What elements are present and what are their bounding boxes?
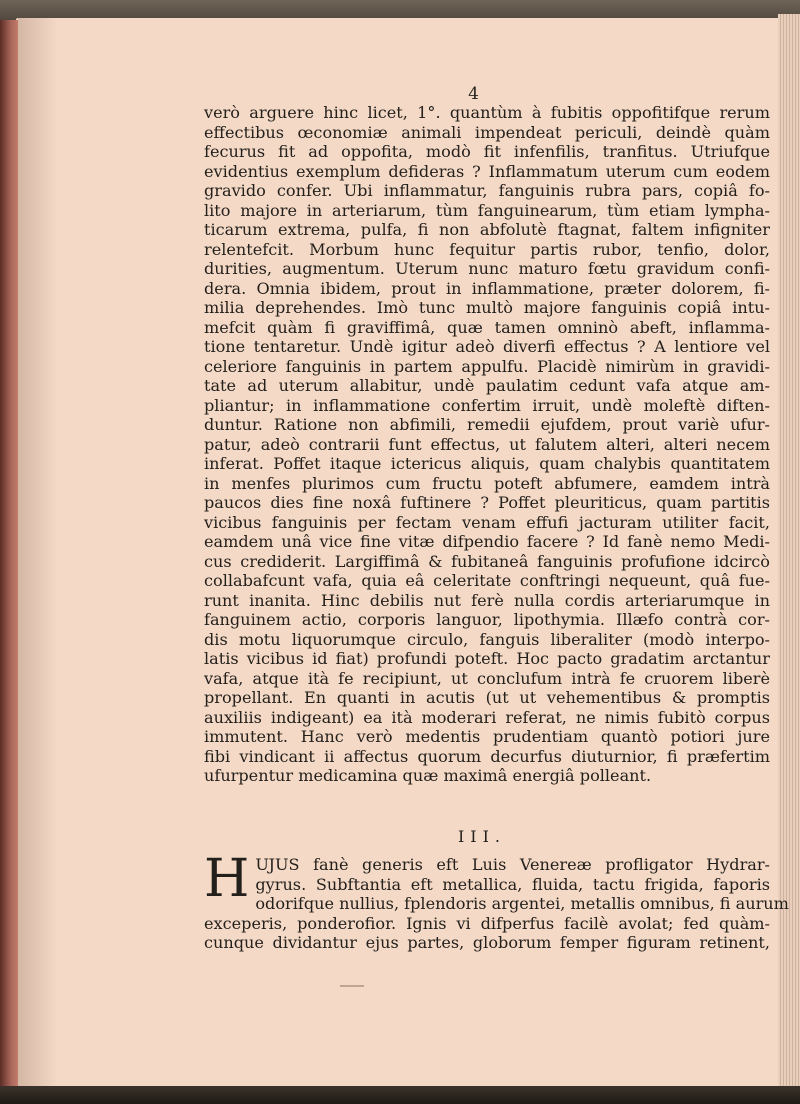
section-paragraph [204, 849, 789, 953]
gutter-shadow [18, 18, 58, 1088]
section-text-line: gyrus. Subftantia eft metallica, fluida, tactu frigida, faporis [255, 874, 770, 894]
text-line: verò arguere hinc licet, 1°. quantùm à fubitis oppofitifque rerum [204, 103, 770, 122]
section-text-line: odorifque nullius, fplendoris argentei, metallis omnibus, fi aurum [255, 894, 789, 913]
text-line: ticarum extrema, pulfa, fi non abfolutè ftagnat, faltem infigniter [204, 220, 770, 239]
text-line: patur, adeò contrarii funt effectus, ut falutem alteri, alteri necem [204, 434, 770, 454]
text-line: vafa, atque ità fe recipiunt, ut conclufum intrà fe cruorem liberè [204, 668, 770, 688]
text-line: mefcit quàm fi graviffimâ, quæ tamen omninò abeft, inflamma- [204, 317, 770, 337]
text-line: collabafcunt vafa, quia eâ celeritate conftringi nequeunt, quâ fue- [204, 571, 770, 590]
book-cover-edge [0, 20, 18, 1090]
text-line: auxiliis indigeant) ea ità moderari referat, ne nimis fubitò corpus [204, 707, 770, 727]
text-line: effectibus œconomiæ animali impendeat periculi, deindè quàm [204, 122, 770, 142]
book-bottom-edge [0, 1086, 800, 1104]
text-line: tate ad uterum allabitur, undè paulatim cedunt vafa atque am- [204, 376, 770, 395]
section-text-line: cunque dividantur ejus partes, globorum femper figuram retinent, [204, 933, 770, 952]
text-line: ufurpentur medicamina quæ maximâ energiâ polleant. [204, 766, 652, 785]
text-line: paucos dies fine noxâ fuftinere ? Poffet pleuriticus, quam partitis [204, 493, 770, 512]
text-line: lito majore in arteriarum, tùm fanguinearum, tùm etiam lympha- [204, 200, 770, 220]
text-line: celeriore fanguinis in partem appulfu. Placidè nimirùm in gravidi- [204, 356, 770, 376]
text-line: vicibus fanguinis per fectam venam effufi jacturam utiliter facit, [204, 512, 770, 532]
text-line: dera. Omnia ibidem, prout in inflammatione, præter dolorem, fi- [204, 278, 770, 298]
text-line: inferat. Poffet itaque ictericus aliquis, quam chalybis quantitatem [204, 454, 770, 473]
text-line: duntur. Ratione non abfimili, remedii ejufdem, prout variè ufur- [204, 415, 770, 434]
section-text-line: exceperis, ponderofior. Ignis vi difperfus facilè avolat; fed quàm- [204, 913, 770, 933]
text-line: gravido confer. Ubi inflammatur, fanguinis rubra pars, copiâ fo- [204, 181, 770, 200]
text-line: durities, augmentum. Uterum nunc maturo fœtu gravidum confi- [204, 259, 770, 278]
text-line: evidentius exemplum defideras ? Inflammatum uterum cum eodem [204, 161, 770, 181]
text-line: propellant. En quanti in acutis (ut ut vehementibus & promptis [204, 688, 770, 707]
text-line: in menfes plurimos cum fructu poteft abfumere, eamdem intrà [204, 473, 770, 493]
text-line: fanguinem actio, corporis languor, lipothymia. Illæfo contrà cor- [204, 610, 770, 629]
ink-smudge [340, 985, 364, 987]
text-line: runt inanita. Hinc debilis nut ferè nulla cordis arteriarumque in [204, 590, 770, 610]
text-line: cus crediderit. Largiffimâ & fubitaneâ fanguinis profufione idcircò [204, 551, 770, 571]
main-paragraph [204, 103, 770, 786]
text-line: immutent. Hanc verò medentis prudentiam quantò potiori jure [204, 727, 770, 746]
section-text-line: UJUS fanè generis eft Luis Venereæ profligator Hydrar- [255, 855, 770, 874]
text-line: fibi vindicant ii affectus quorum decurfus diuturnior, fi præfertim [204, 746, 770, 766]
text-line: dis motu liquorumque circulo, fanguis liberaliter (modò interpo- [204, 629, 770, 649]
text-line: eamdem unâ vice fine vitæ difpendio facere ? Id fanè nemo Medi- [204, 532, 770, 551]
text-line: milia deprehendes. Imò tunc multò majore fanguinis copiâ intu- [204, 298, 770, 317]
section-heading: III. [457, 827, 507, 846]
text-line: tione tentaretur. Undè igitur adeò diverfi effectus ? A lentiore vel [204, 337, 770, 356]
text-line: fecurus fit ad oppofita, modò fit infenfilis, tranfitus. Utriufque [204, 142, 770, 161]
text-line: pliantur; in inflammatione confertim irruit, undè moleftè diften- [204, 395, 770, 415]
text-line: relentefcit. Morbum hunc fequitur partis rubor, tenfio, dolor, [204, 239, 770, 259]
page-stack-edge [778, 14, 800, 1090]
page-number: 4 [468, 84, 480, 104]
text-line: latis vicibus id fiat) profundi poteft. Hoc pacto gradatim arctantur [204, 649, 770, 668]
drop-cap: H [204, 849, 250, 909]
